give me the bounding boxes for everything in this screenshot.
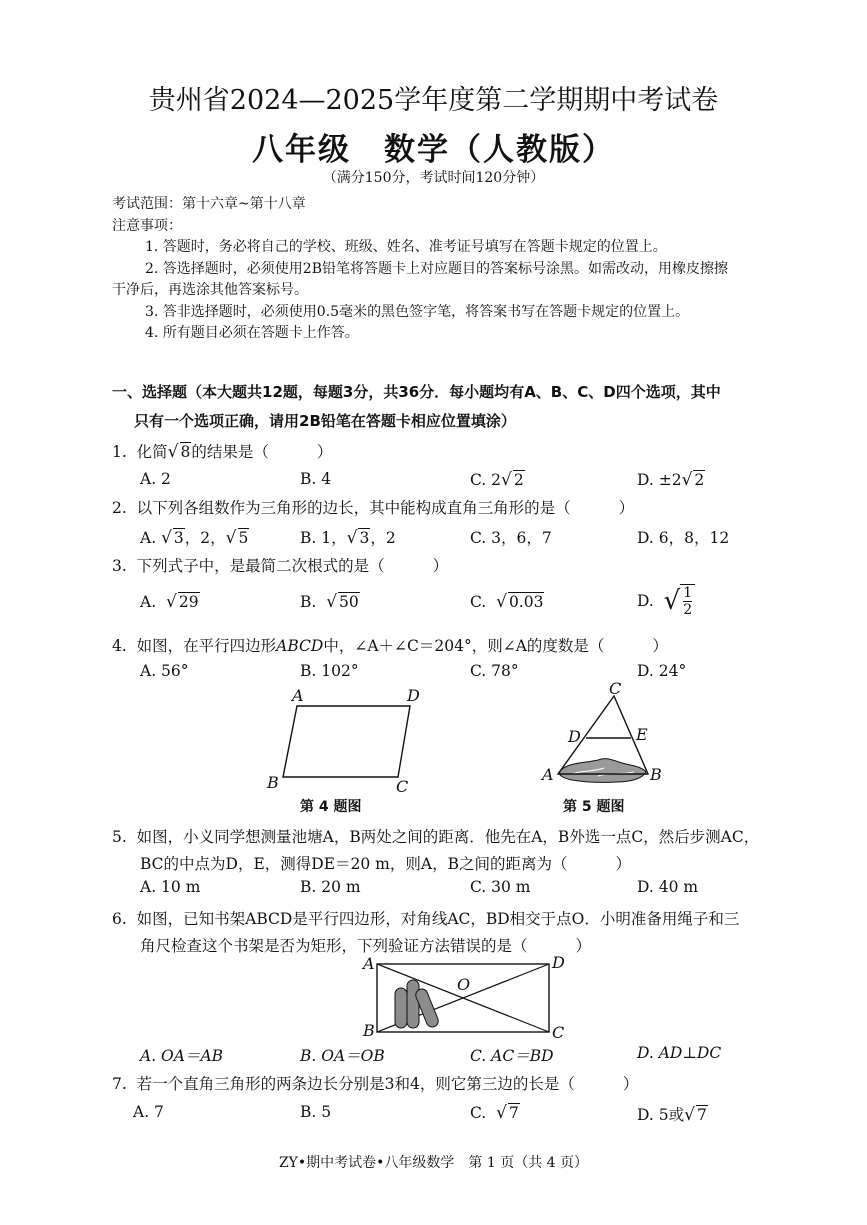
question-text: 化简	[136, 443, 168, 461]
page-footer: ZY•期中考试卷•八年级数学 第 1 页（共 4 页）	[278, 1155, 589, 1171]
vertex-label: D	[568, 727, 581, 746]
option-c: C. √ 7	[470, 1103, 519, 1123]
question-5	[112, 824, 759, 878]
question-text: 若一个直角三角形的两条边长分别是3和4，则它第三边的长是（	[136, 1075, 575, 1093]
note-item: 1. 答题时，务必将自己的学校、班级、姓名、准考证号填写在答题卡规定的位置上。	[145, 239, 667, 255]
question-text: ）	[622, 1075, 639, 1093]
question-7	[112, 1072, 638, 1094]
option-d: D. ±2√ 2	[637, 470, 705, 490]
vertex-label: B	[650, 765, 662, 784]
figure-4-parallelogram	[255, 684, 435, 796]
question-text: ）	[615, 855, 631, 873]
question-number: 4.	[112, 637, 127, 655]
question-4	[112, 634, 668, 656]
option-c: C. √ 0.03	[470, 592, 544, 612]
question-text: 以下列各组数作为三角形的边长，其中能构成直角三角形的是（	[136, 499, 571, 517]
option-a: A. OA＝AB	[140, 1047, 224, 1065]
question-number: 1.	[112, 443, 127, 461]
option-d: D. 24°	[637, 662, 687, 680]
question-text: 中，∠A＋∠C＝204°，则∠A的度数是（	[323, 637, 605, 655]
option-b: B. 102°	[300, 662, 359, 680]
figure-6-bookshelf	[355, 952, 575, 1044]
radical-sign: √	[167, 442, 179, 462]
vertex-label: D	[552, 953, 565, 972]
option-a: A. 56°	[140, 662, 189, 680]
option-a: A. 7	[133, 1103, 164, 1121]
question-1	[112, 440, 332, 462]
exam-scope: 考试范围：第十六章~第十八章	[112, 196, 306, 212]
option-b: B. 4	[300, 470, 332, 488]
vertex-label: E	[636, 725, 648, 744]
question-text: 如图，小义同学想测量池塘A，B两处之间的距离．他先在A，B外选一点C，然后步测AC，	[136, 828, 760, 846]
figure-5-triangle	[538, 682, 668, 794]
question-text: 角尺检查这个书架是否为矩形，下列验证方法错误的是（	[140, 937, 528, 955]
option-d: D. 40 m	[637, 878, 699, 896]
vertex-label: B	[363, 1021, 375, 1040]
question-number: 3.	[112, 557, 127, 575]
option-b: B. √ 50	[300, 592, 359, 612]
option-c: C. 78°	[470, 662, 519, 680]
option-a: A. 10 m	[140, 878, 201, 896]
figure-4-caption: 第 4 题图	[300, 799, 362, 815]
option-a: A. 2	[140, 470, 171, 488]
option-c: C. AC＝BD	[470, 1047, 554, 1065]
vertex-label: B	[267, 773, 279, 792]
option-c: C. 30 m	[470, 878, 531, 896]
note-item: 2. 答选择题时，必须使用2B铅笔将答题卡上对应题目的答案标号涂黑。如需改动，用橡皮擦擦	[145, 260, 729, 277]
question-number: 6.	[112, 910, 127, 928]
vertex-label: A	[363, 954, 375, 973]
note-item: 干净后，再选涂其他答案标号。	[112, 282, 308, 298]
notes-heading: 注意事项：	[112, 217, 182, 234]
section-line: 一、选择题（本大题共12题，每题3分，共36分．每小题均有A、B、C、D四个选项，其中	[112, 383, 721, 401]
score-time: （满分150分，考试时间120分钟）	[322, 170, 545, 186]
option-b: B. 1，√ 3，2	[300, 528, 396, 548]
vertex-label: C	[609, 682, 622, 698]
option-b: B. 20 m	[300, 878, 361, 896]
question-number: 2.	[112, 499, 127, 517]
question-text: ABCD	[276, 637, 324, 655]
question-text: 的结果是（	[191, 443, 269, 461]
question-text: ）	[652, 637, 668, 655]
option-d: D. 5或√ 7	[637, 1105, 707, 1125]
question-number: 5.	[112, 828, 127, 846]
vertex-label: D	[407, 686, 420, 705]
option-c: C. 2√ 2	[470, 470, 524, 490]
option-c: C. 3，6，7	[470, 529, 552, 547]
option-b: B. 5	[300, 1103, 332, 1121]
pond-shape	[560, 759, 647, 783]
option-d: D. √ $\frac{1}{2}$	[637, 584, 695, 618]
question-text: 下列式子中，是最简二次根式的是（	[136, 557, 385, 575]
option-b: B. OA＝OB	[300, 1047, 385, 1065]
vertex-label: A	[542, 765, 554, 784]
book-icon	[395, 988, 407, 1028]
question-text: 如图，在平行四边形	[136, 637, 277, 655]
question-text: ）	[575, 937, 592, 955]
exam-title: 贵州省2024—2025学年度第二学期期中考试卷	[148, 85, 719, 116]
vertex-label: C	[552, 1023, 565, 1042]
section-line: 只有一个选项正确，请用2B铅笔在答题卡相应位置填涂）	[134, 412, 516, 430]
section-heading	[112, 378, 721, 436]
notes-block	[112, 194, 728, 345]
question-text: ）	[432, 557, 449, 575]
exam-subtitle: 八年级 数学（人教版）	[252, 132, 615, 168]
question-text: ）	[316, 443, 333, 461]
question-text: BC的中点为D，E，测得DE＝20 m，则A，B之间的距离为（	[140, 855, 568, 873]
question-text: ）	[618, 499, 635, 517]
book-icon	[407, 980, 419, 1028]
option-a: A. √ 3，2，√ 5	[140, 528, 249, 548]
question-3	[112, 554, 448, 576]
option-d: D. 6，8，12	[637, 529, 730, 547]
parallelogram-shape	[283, 706, 410, 777]
question-2	[112, 496, 634, 518]
vertex-label: C	[396, 777, 409, 796]
vertex-label: A	[292, 686, 304, 705]
option-d: D. AD⊥DC	[637, 1044, 722, 1062]
question-text: 如图，已知书架ABCD是平行四边形，对角线AC，BD相交于点O．小明准备用绳子和三	[136, 910, 740, 928]
figure-5-caption: 第 5 题图	[563, 799, 625, 815]
vertex-label: O	[457, 975, 471, 994]
option-a: A. √ 29	[140, 592, 199, 612]
radicand: 8	[180, 443, 191, 461]
question-number: 7.	[112, 1075, 127, 1093]
note-item: 3. 答非选择题时，必须使用0.5毫米的黑色签字笔，将答案书写在答题卡规定的位置上。	[145, 303, 690, 320]
note-item: 4. 所有题目必须在答题卡上作答。	[145, 325, 359, 341]
